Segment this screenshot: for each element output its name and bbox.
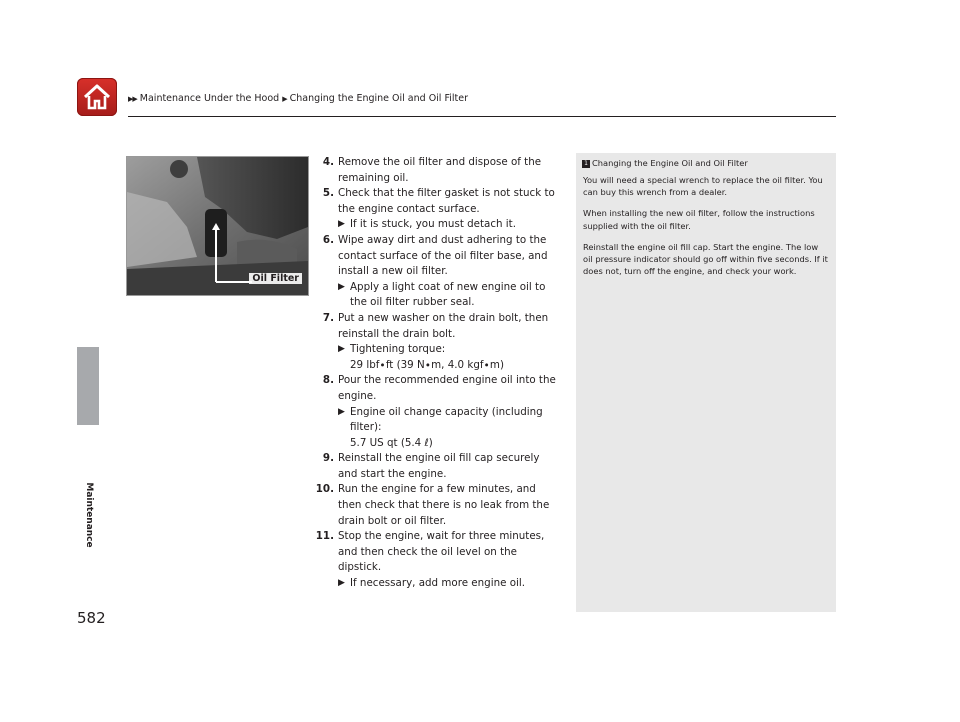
oil-filter-callout: Oil Filter xyxy=(249,273,302,284)
triangle-bullet-icon xyxy=(338,217,345,233)
step-item xyxy=(308,311,560,373)
step-note-text: Tightening torque: xyxy=(350,343,446,356)
header-divider xyxy=(128,116,836,117)
step-note-text: Apply a light coat of new engine oil to the oil filter rubber seal. xyxy=(350,280,546,309)
step-number: 6. xyxy=(322,233,334,246)
oil-filter-photo xyxy=(126,156,309,296)
step-item xyxy=(308,529,560,591)
home-button[interactable] xyxy=(77,78,117,116)
step-text: Run the engine for a few minutes, and then check that there is no leak from the drain bolt or oil filter. xyxy=(338,483,550,527)
triangle-bullet-icon xyxy=(338,576,345,592)
step-item xyxy=(308,186,560,233)
step-note-text: 29 lbf∙ft (39 N∙m, 4.0 kgf∙m) xyxy=(350,358,504,371)
step-text: Reinstall the engine oil fill cap securely and start the engine. xyxy=(338,452,540,480)
step-text: Put a new washer on the drain bolt, then reinstall the drain bolt. xyxy=(338,311,549,340)
step-text: Wipe away dirt and dust adhering to the contact surface of the oil filter base, and install a new oil filter. xyxy=(338,233,548,278)
step-note-text: If it is stuck, you must detach it. xyxy=(350,218,516,231)
instruction-steps xyxy=(308,155,560,592)
home-icon xyxy=(82,82,112,112)
step-note xyxy=(338,358,560,374)
step-note xyxy=(338,342,560,358)
page-number: 582 xyxy=(77,609,106,627)
step-number: 9. xyxy=(322,452,334,465)
step-number: 11. xyxy=(315,530,334,543)
chevron-right-icon: ▶ xyxy=(282,95,287,103)
sidenote-paragraph: Reinstall the engine oil fill cap. Start the engine. The low oil pressure indicator should go off within five seconds. If it does not, turn off the engine, and check your work. xyxy=(583,241,828,277)
breadcrumb-current[interactable]: Changing the Engine Oil and Oil Filter xyxy=(289,93,468,104)
step-number: 7. xyxy=(322,311,334,324)
sidenote-text xyxy=(583,174,829,286)
sidenote-title[interactable]: 1 Changing the Engine Oil and Oil Filter xyxy=(582,158,748,168)
step-text: Remove the oil filter and dispose of the remaining oil. xyxy=(338,156,542,184)
chevron-right-icon: ▶▶ xyxy=(128,95,137,103)
step-note-text: If necessary, add more engine oil. xyxy=(350,577,525,590)
step-note xyxy=(338,436,560,452)
section-label: Maintenance xyxy=(84,482,94,548)
sidenote-paragraph: When installing the new oil filter, follow the instructions supplied with the oil filter. xyxy=(583,208,815,231)
triangle-bullet-icon xyxy=(338,280,345,296)
step-item xyxy=(308,482,560,529)
step-number: 8. xyxy=(322,374,334,387)
step-note-text: Engine oil change capacity (including filter): xyxy=(350,405,543,434)
step-number: 4. xyxy=(322,156,334,168)
step-note xyxy=(338,217,560,233)
step-text: Check that the filter gasket is not stuck to the engine contact surface. xyxy=(338,187,555,215)
step-text: Pour the recommended engine oil into the engine. xyxy=(338,374,556,402)
step-note xyxy=(338,576,560,592)
step-item xyxy=(308,451,560,482)
step-text: Stop the engine, wait for three minutes, and then check the oil level on the dipstick. xyxy=(338,530,545,574)
step-number: 5. xyxy=(322,187,334,200)
step-item xyxy=(308,155,560,186)
step-note xyxy=(338,280,560,311)
step-note xyxy=(338,405,560,436)
reference-marker-icon: 1 xyxy=(582,160,590,168)
step-item xyxy=(308,373,560,451)
breadcrumb-link-maintenance-under-hood[interactable]: Maintenance Under the Hood xyxy=(139,93,280,104)
section-tab[interactable] xyxy=(77,347,99,425)
step-number: 10. xyxy=(315,483,334,496)
triangle-bullet-icon xyxy=(338,342,345,358)
step-note-text: 5.7 US qt (5.4 ℓ) xyxy=(350,436,433,449)
triangle-bullet-icon xyxy=(338,405,345,421)
breadcrumb xyxy=(128,93,468,104)
step-item xyxy=(308,233,560,311)
sidenote-paragraph: You will need a special wrench to replace the oil filter. You can buy this wrench from a dealer. xyxy=(583,175,823,198)
